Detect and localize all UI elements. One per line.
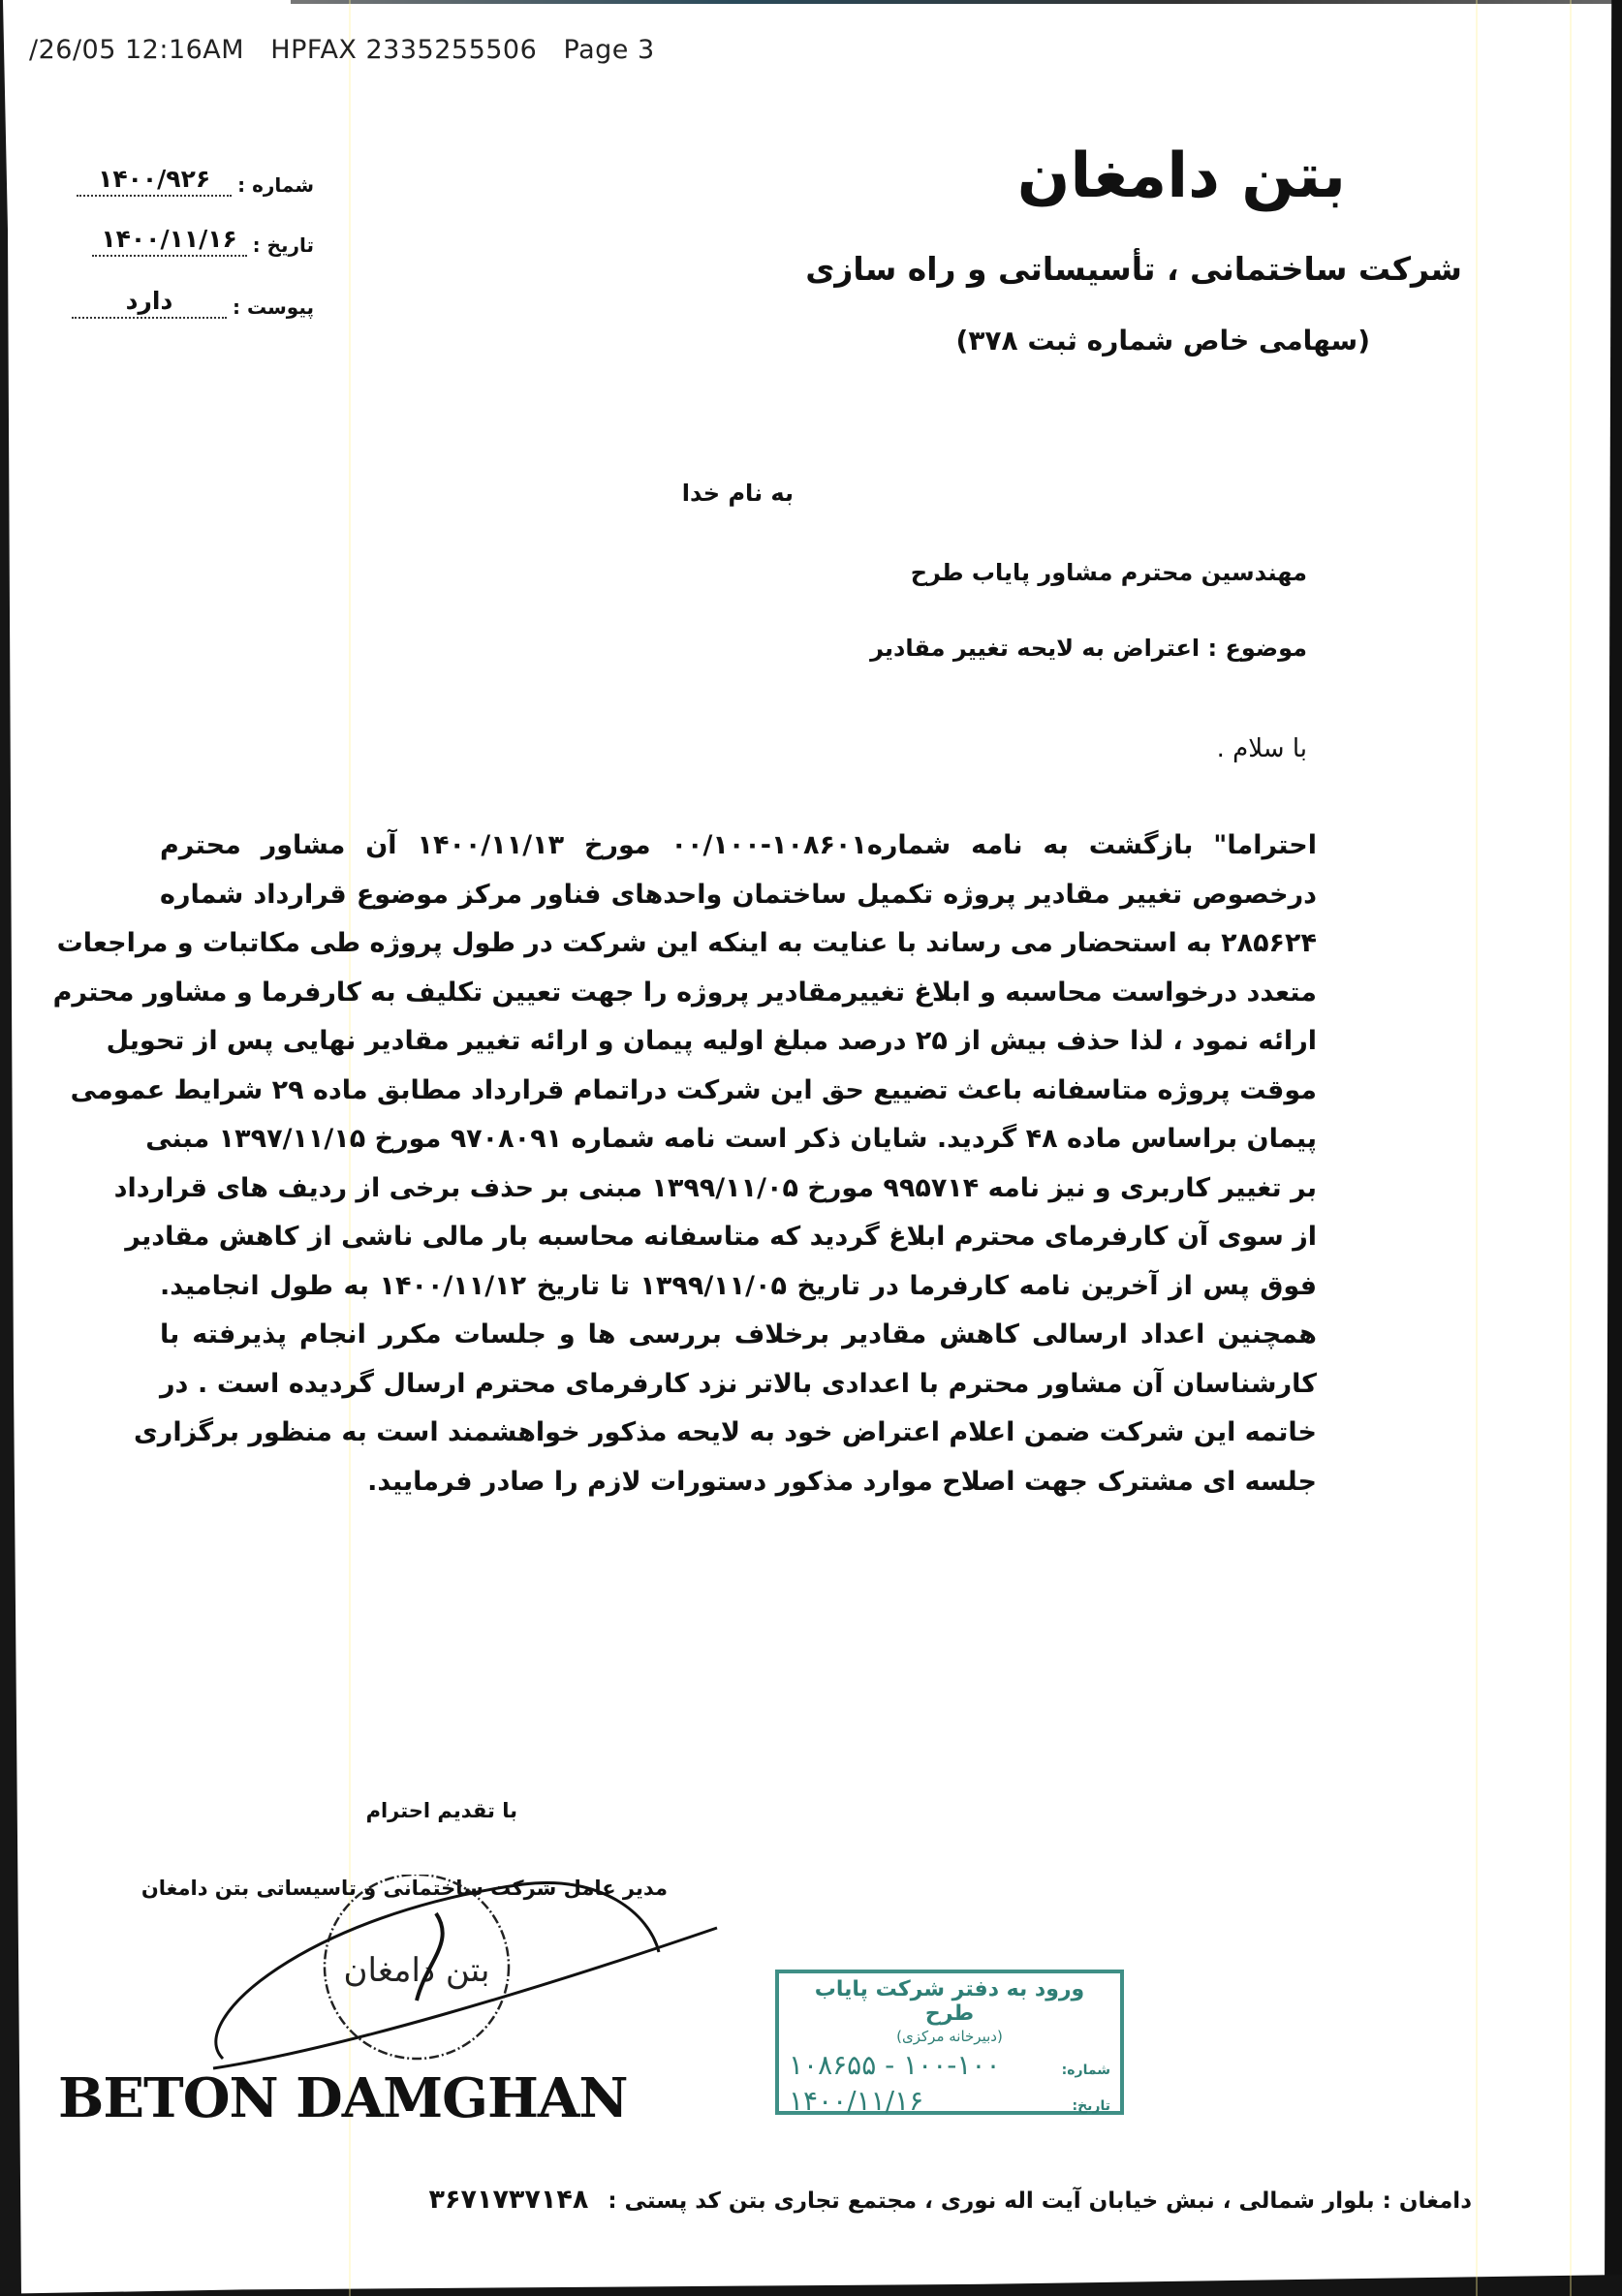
footer-address (429, 2185, 1472, 2215)
stamp-date-row (789, 2085, 1110, 2117)
company-name: بتن دامغان (1016, 140, 1346, 212)
signer-title: مدیر عامل شرکت ساختمانی و تاسیساتی بتن دامغان (140, 1877, 668, 1900)
fax-header: /26/05 12:16AM HPFAX 2335255506 Page 3 (29, 35, 655, 65)
letter-date-value: ۱۴۰۰/۱۱/۱۶ (92, 225, 247, 257)
stamp-subtitle: (دبیرخانه مرکزی) (896, 2028, 1003, 2045)
letter-number-label: شماره : (237, 173, 314, 197)
subject: موضوع : اعتراض به لایحه تغییر مقادیر (870, 635, 1307, 662)
closing: با تقدیم احترام (365, 1799, 517, 1822)
scan-streak (1476, 0, 1478, 2296)
scan-edge-top (291, 0, 1622, 4)
body-line: موقت پروژه متاسفانه باعث تضییع حق این شرکت دراتمام قرارداد مطابق ماده ۲۹ شرایط عمومی (70, 1074, 1317, 1105)
body-line: فوق پس از آخرین نامه کارفرما در تاریخ ۱۳۹۹/۱۱/۰۵ تا تاریخ ۱۴۰۰/۱۱/۱۲ به طول انجامید. (160, 1270, 1317, 1301)
body-line: خاتمه این شرکت ضمن اعلام اعتراض خود به لایحه مذکور خواهشمند است به منظور برگزاری (134, 1417, 1317, 1447)
body-line: احتراما" بازگشت به نامه شماره۱۰۸۶۰۱-۰۰/۱۰۰ مورخ ۱۴۰۰/۱۱/۱۳ آن مشاور محترم (160, 830, 1318, 860)
company-seal-and-signature (194, 1875, 736, 2088)
attachment-label: پیوست : (232, 295, 314, 319)
body-line: درخصوص تغییر مقادیر پروژه تکمیل ساختمان واحدهای فناور مرکز موضوع قرارداد شماره (160, 879, 1317, 910)
body-line: همچنین اعداد ارسالی کاهش مقادیر برخلاف بررسی ها و جلسات مکرر انجام پذیرفته با (160, 1319, 1317, 1350)
body-line: پیمان براساس ماده ۴۸ گردید. شایان ذکر است نامه شماره ۹۷۰۸۰۹۱ مورخ ۱۳۹۷/۱۱/۱۵ مبنی (145, 1124, 1317, 1154)
scan-edge-left (0, 0, 23, 2296)
stamp-date-label: تاریخ: (1072, 2098, 1110, 2114)
postal-code: ۳۶۷۱۷۳۷۱۴۸ (428, 2185, 589, 2215)
stamp-number-value: ۱۰۸۶۵۵ - ۱۰۰-۱۰۰ (789, 2049, 1001, 2081)
received-stamp (775, 1970, 1124, 2115)
body-line: از سوی آن کارفرمای محترم ابلاغ گردید که متاسفانه محاسبه بار مالی ناشی از کاهش مقادیر (125, 1222, 1317, 1252)
stamp-date-value: ۱۴۰۰/۱۱/۱۶ (789, 2085, 924, 2117)
signature-stroke (213, 1928, 717, 2068)
body-line: متعدد درخواست محاسبه و ابلاغ تغییرمقادیر پروژه را جهت تعیین تکلیف به کارفرما و مشاور محترم (52, 977, 1317, 1008)
attachment-row (72, 287, 314, 319)
body-line: ارائه نمود ، لذا حذف بیش از ۲۵ درصد مبلغ اولیه پیمان و ارائه تغییر مقادیر نهایی پس از تحویل (106, 1026, 1317, 1056)
attachment-value: دارد (72, 287, 227, 319)
stamp-title: ورود به دفتر شرکت پایاب طرح (814, 1977, 1085, 2026)
scan-edge-right (1605, 0, 1622, 2296)
letter-date-label: تاریخ : (252, 233, 314, 257)
stamp-number-row (789, 2049, 1110, 2081)
letter-number-value: ۱۴۰۰/۹۲۶ (77, 165, 232, 197)
bismillah: به نام خدا (681, 480, 794, 507)
letter-number-row (77, 165, 314, 197)
letter-date-row (92, 225, 314, 257)
scan-streak (1570, 0, 1572, 2296)
brand-name-english: BETON DAMGHAN (58, 2066, 628, 2130)
body-line: جلسه ای مشترک جهت اصلاح موارد مذکور دستورات لازم را صادر فرمایید. (367, 1466, 1317, 1497)
stamp-number-label: شماره: (1061, 2063, 1110, 2078)
body-line: کارشناسان آن مشاور محترم با اعدادی بالاتر نزد کارفرمای محترم ارسال گردیده است . در (160, 1368, 1317, 1399)
letter-body (52, 822, 1318, 1506)
recipient: مهندسین محترم مشاور پایاب طرح (910, 559, 1307, 586)
scan-edge-bottom (0, 2275, 1622, 2296)
address-text: دامغان : بلوار شمالی ، نبش خیابان آیت اله نوری ، مجتمع تجاری بتن کد پستی : (608, 2188, 1472, 2214)
company-registration: (سهامی خاص شماره ثبت ۳۷۸) (955, 325, 1370, 357)
body-line: ۲۸۵۶۲۴ به استحضار می رساند با عنایت به اینکه این شرکت در طول پروژه طی مکاتبات و مراجعات (56, 928, 1317, 958)
seal-text: بتن دامغان (343, 1951, 490, 1990)
body-line: بر تغییر کاربری و نیز نامه ۹۹۵۷۱۴ مورخ ۱۳۹۹/۱۱/۰۵ مبنی بر حذف برخی از ردیف های قرارداد (113, 1172, 1317, 1203)
company-type: شرکت ساختمانی ، تأسیساتی و راه سازی (805, 250, 1462, 288)
greeting: با سلام . (1216, 734, 1307, 763)
